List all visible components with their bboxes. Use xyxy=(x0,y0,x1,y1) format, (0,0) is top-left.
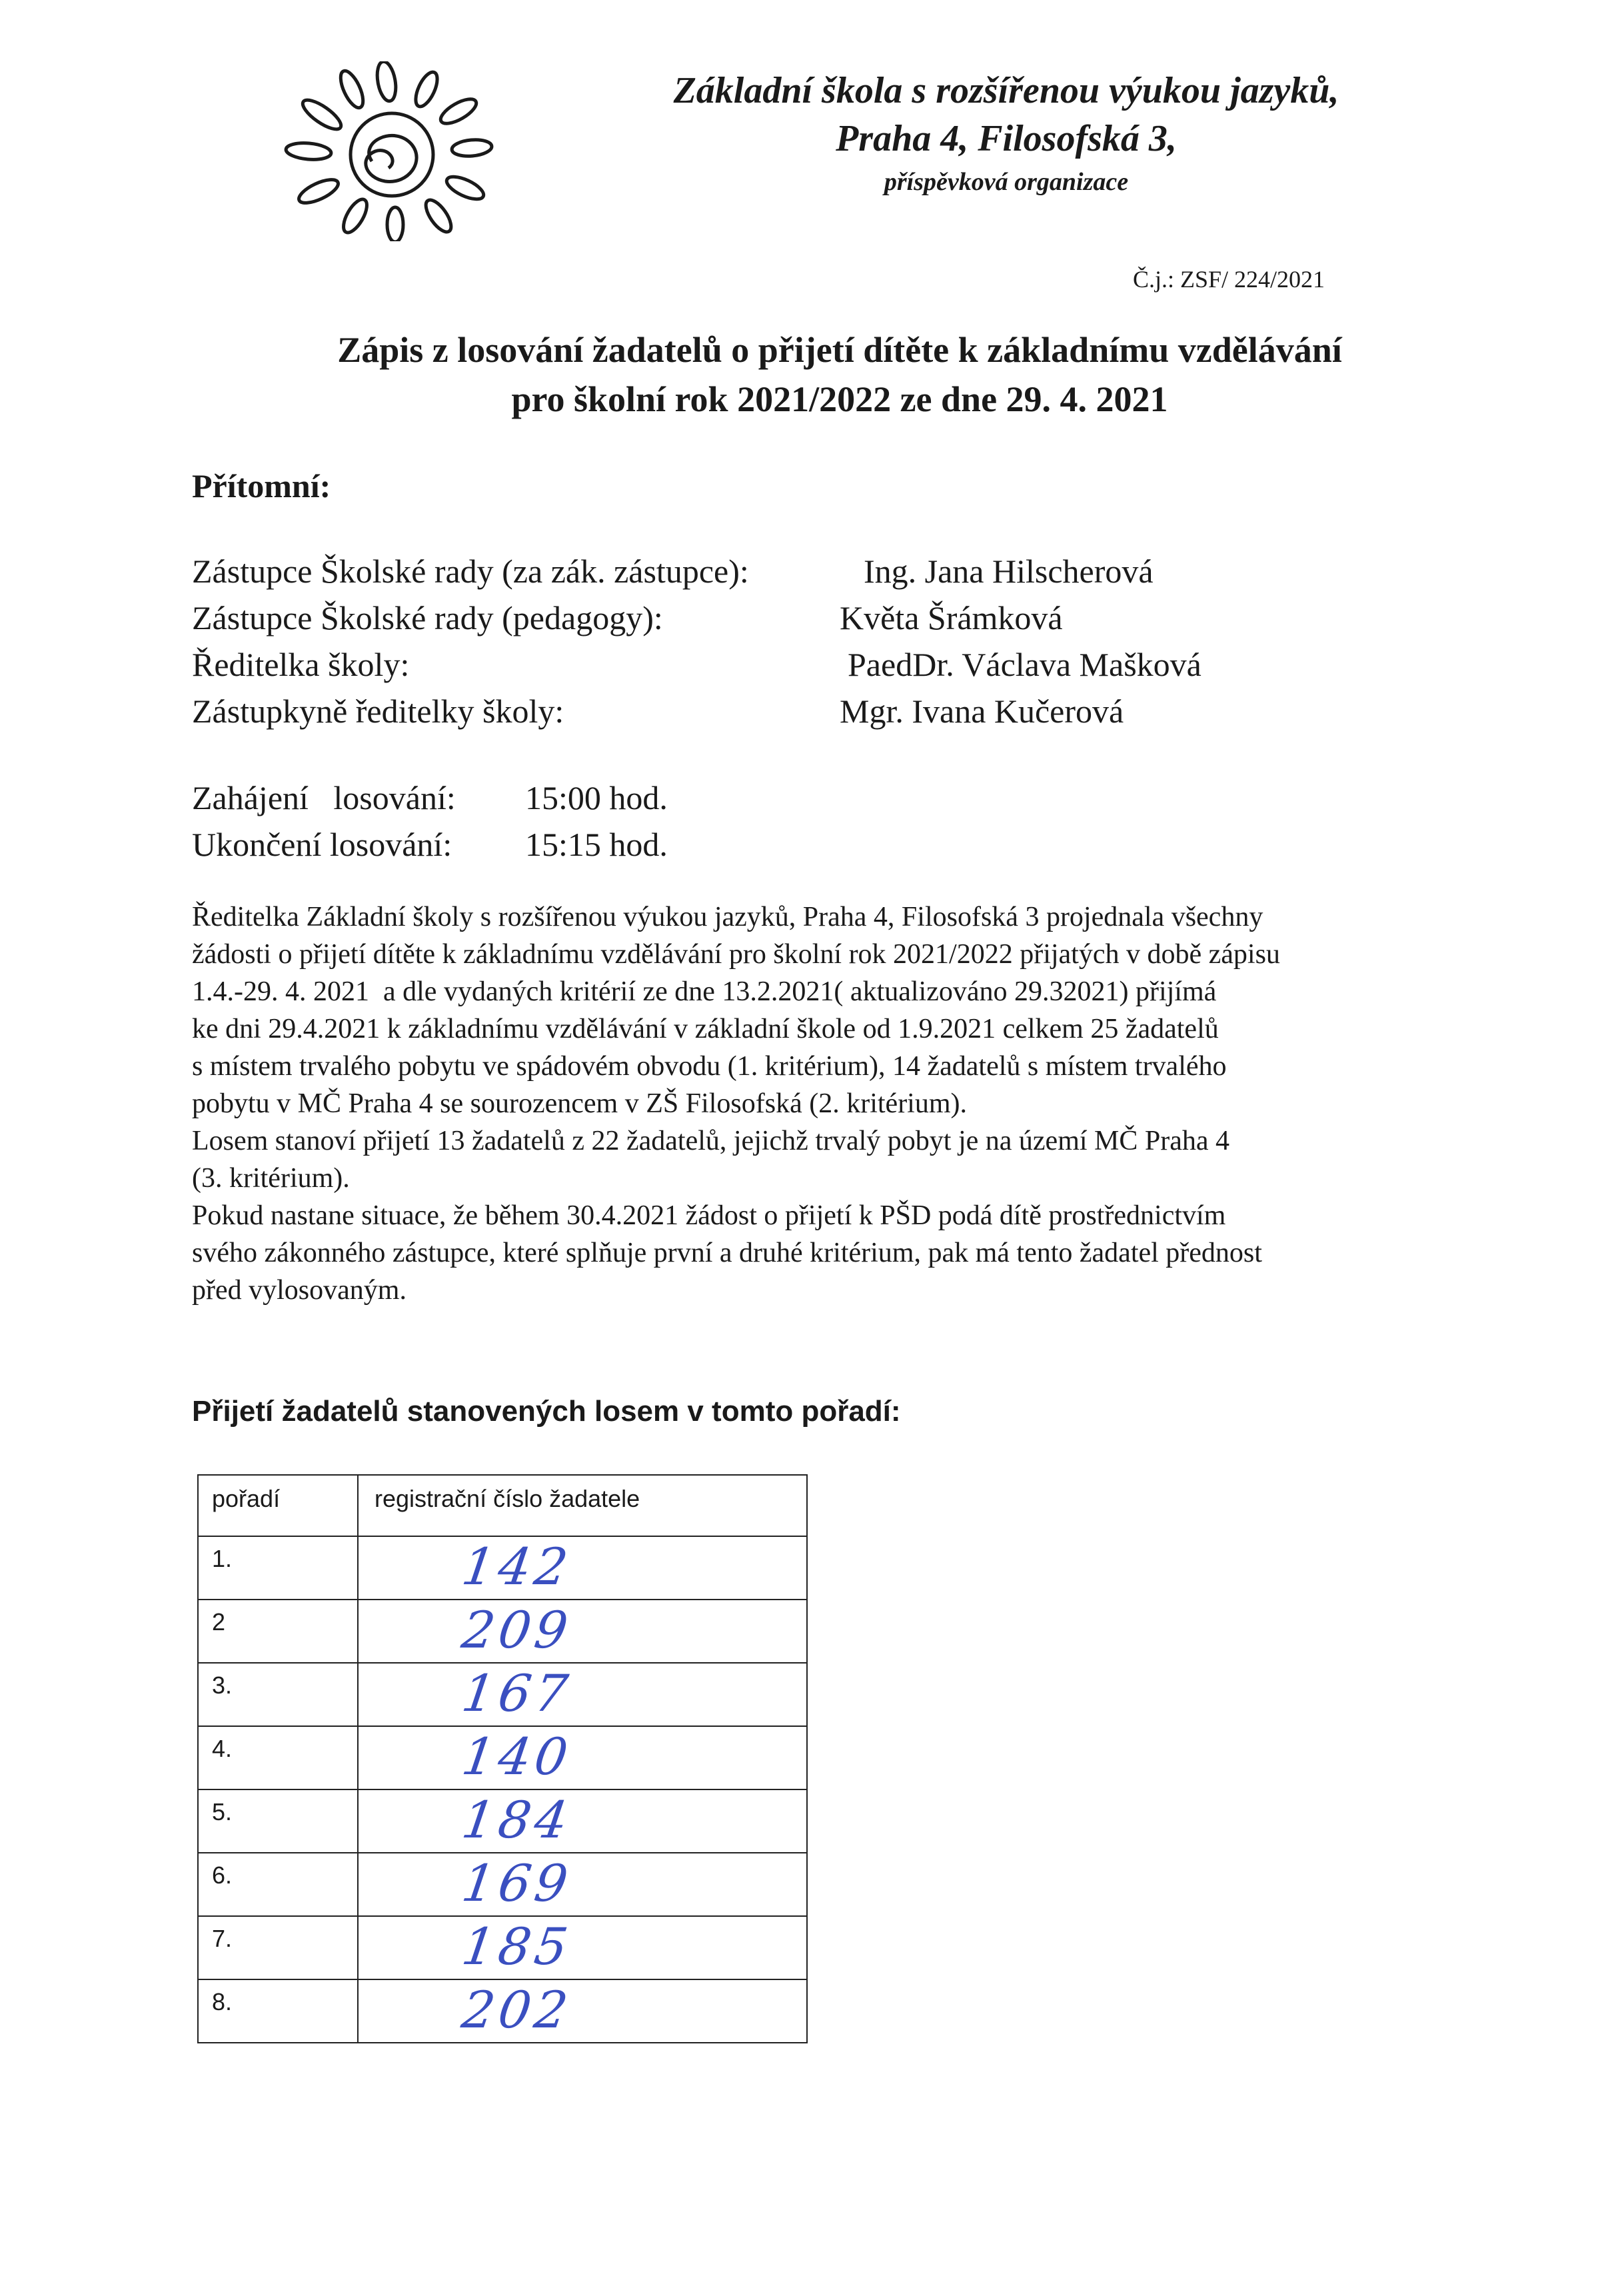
order-cell: 3. xyxy=(198,1663,358,1726)
table-row xyxy=(198,1789,807,1853)
paragraph-line: svého zákonného zástupce, které splňuje první a druhé kritérium, pak má tento žadatel přednost xyxy=(192,1238,1262,1268)
handwritten-number: 185 xyxy=(458,1917,576,1976)
paragraph-line: s místem trvalého pobytu ve spádovém obvodu (1. kritérium), 14 žadatelů s místem trvalého xyxy=(192,1051,1227,1082)
present-row xyxy=(192,688,1391,734)
table-row xyxy=(198,1536,807,1600)
handwritten-number: 167 xyxy=(458,1664,576,1723)
column-header-registration: registrační číslo žadatele xyxy=(358,1475,807,1536)
present-list xyxy=(192,548,1391,734)
registration-cell xyxy=(358,1853,807,1916)
handwritten-number: 184 xyxy=(458,1790,576,1849)
draw-times xyxy=(192,774,792,868)
present-row xyxy=(192,594,1391,641)
present-name: PaedDr. Václava Mašková xyxy=(848,646,1202,683)
order-cell: 4. xyxy=(198,1726,358,1789)
paragraph-line: ke dni 29.4.2021 k základnímu vzdělávání v základní škole od 1.9.2021 celkem 25 žadatelů xyxy=(192,1014,1219,1044)
registration-cell xyxy=(358,1916,807,1979)
present-role: Zástupce Školské rady (pedagogy): xyxy=(192,599,663,636)
school-sun-logo xyxy=(279,61,498,241)
time-row xyxy=(192,821,792,868)
registration-cell xyxy=(358,1789,807,1853)
handwritten-number: 142 xyxy=(458,1537,576,1596)
paragraph-line: Pokud nastane situace, že během 30.4.2021 žádost o přijetí k PŠD podá dítě prostřednictvím xyxy=(192,1200,1226,1231)
school-header xyxy=(586,67,1426,201)
time-label: Zahájení losování: xyxy=(192,779,456,816)
registration-cell xyxy=(358,1979,807,2043)
present-role: Zástupce Školské rady (za zák. zástupce): xyxy=(192,553,749,590)
paragraph-line: Ředitelka Základní školy s rozšířenou výukou jazyků, Praha 4, Filosofská 3 projednala všechny xyxy=(192,902,1263,932)
school-address: Praha 4, Filosofská 3, xyxy=(836,118,1177,159)
paragraph-line: před vylosovaným. xyxy=(192,1275,406,1306)
present-name: Ing. Jana Hilscherová xyxy=(864,553,1154,590)
time-value: 15:15 hod. xyxy=(525,826,668,863)
present-row xyxy=(192,548,1391,594)
paragraph-line: Losem stanoví přijetí 13 žadatelů z 22 žadatelů, jejichž trvalý pobyt je na území MČ Praha 4 xyxy=(192,1126,1230,1156)
order-cell: 2 xyxy=(198,1600,358,1663)
present-role: Zástupkyně ředitelky školy: xyxy=(192,692,564,730)
paragraph-line: (3. kritérium). xyxy=(192,1163,350,1194)
handwritten-number: 202 xyxy=(458,1980,576,2039)
order-cell: 7. xyxy=(198,1916,358,1979)
table-row xyxy=(198,1600,807,1663)
decision-paragraph xyxy=(192,898,1498,1309)
registration-cell xyxy=(358,1600,807,1663)
applicant-order-table xyxy=(197,1474,808,2043)
present-name: Mgr. Ivana Kučerová xyxy=(840,692,1124,730)
handwritten-number: 140 xyxy=(458,1727,576,1786)
paragraph-line: 1.4.-29. 4. 2021 a dle vydaných kritérií ze dne 13.2.2021( aktualizováno 29.32021) přijímá xyxy=(192,976,1217,1007)
registration-cell xyxy=(358,1663,807,1726)
handwritten-number: 169 xyxy=(458,1853,576,1913)
time-label: Ukončení losování: xyxy=(192,826,452,863)
school-name: Základní škola s rozšířenou výukou jazyků, xyxy=(673,70,1339,111)
time-row xyxy=(192,774,792,821)
order-cell: 5. xyxy=(198,1789,358,1853)
registration-cell xyxy=(358,1536,807,1600)
document-title xyxy=(200,325,1479,424)
present-heading: Přítomní: xyxy=(192,467,331,505)
table-row xyxy=(198,1726,807,1789)
order-cell: 1. xyxy=(198,1536,358,1600)
order-heading: Přijetí žadatelů stanovených losem v tomto pořadí: xyxy=(192,1395,901,1428)
title-line-2: pro školní rok 2021/2022 ze dne 29. 4. 2021 xyxy=(511,379,1168,419)
school-type: příspěvková organizace xyxy=(884,168,1129,196)
reference-number: Č.j.: ZSF/ 224/2021 xyxy=(1133,266,1325,293)
table-row xyxy=(198,1916,807,1979)
column-header-order: pořadí xyxy=(198,1475,358,1536)
time-value: 15:00 hod. xyxy=(525,779,668,816)
table-header-row xyxy=(198,1475,807,1536)
paragraph-line: žádosti o přijetí dítěte k základnímu vzdělávání pro školní rok 2021/2022 přijatých v době zápisu xyxy=(192,939,1280,970)
present-row xyxy=(192,641,1391,688)
present-name: Květa Šrámková xyxy=(840,599,1063,636)
order-cell: 8. xyxy=(198,1979,358,2043)
table-row xyxy=(198,1663,807,1726)
paragraph-line: pobytu v MČ Praha 4 se sourozencem v ZŠ Filosofská (2. kritérium). xyxy=(192,1088,967,1119)
table-row xyxy=(198,1979,807,2043)
order-cell: 6. xyxy=(198,1853,358,1916)
registration-cell xyxy=(358,1726,807,1789)
present-role: Ředitelka školy: xyxy=(192,646,410,683)
title-line-1: Zápis z losování žadatelů o přijetí dítěte k základnímu vzdělávání xyxy=(337,330,1342,370)
handwritten-number: 209 xyxy=(458,1600,576,1660)
table-row xyxy=(198,1853,807,1916)
